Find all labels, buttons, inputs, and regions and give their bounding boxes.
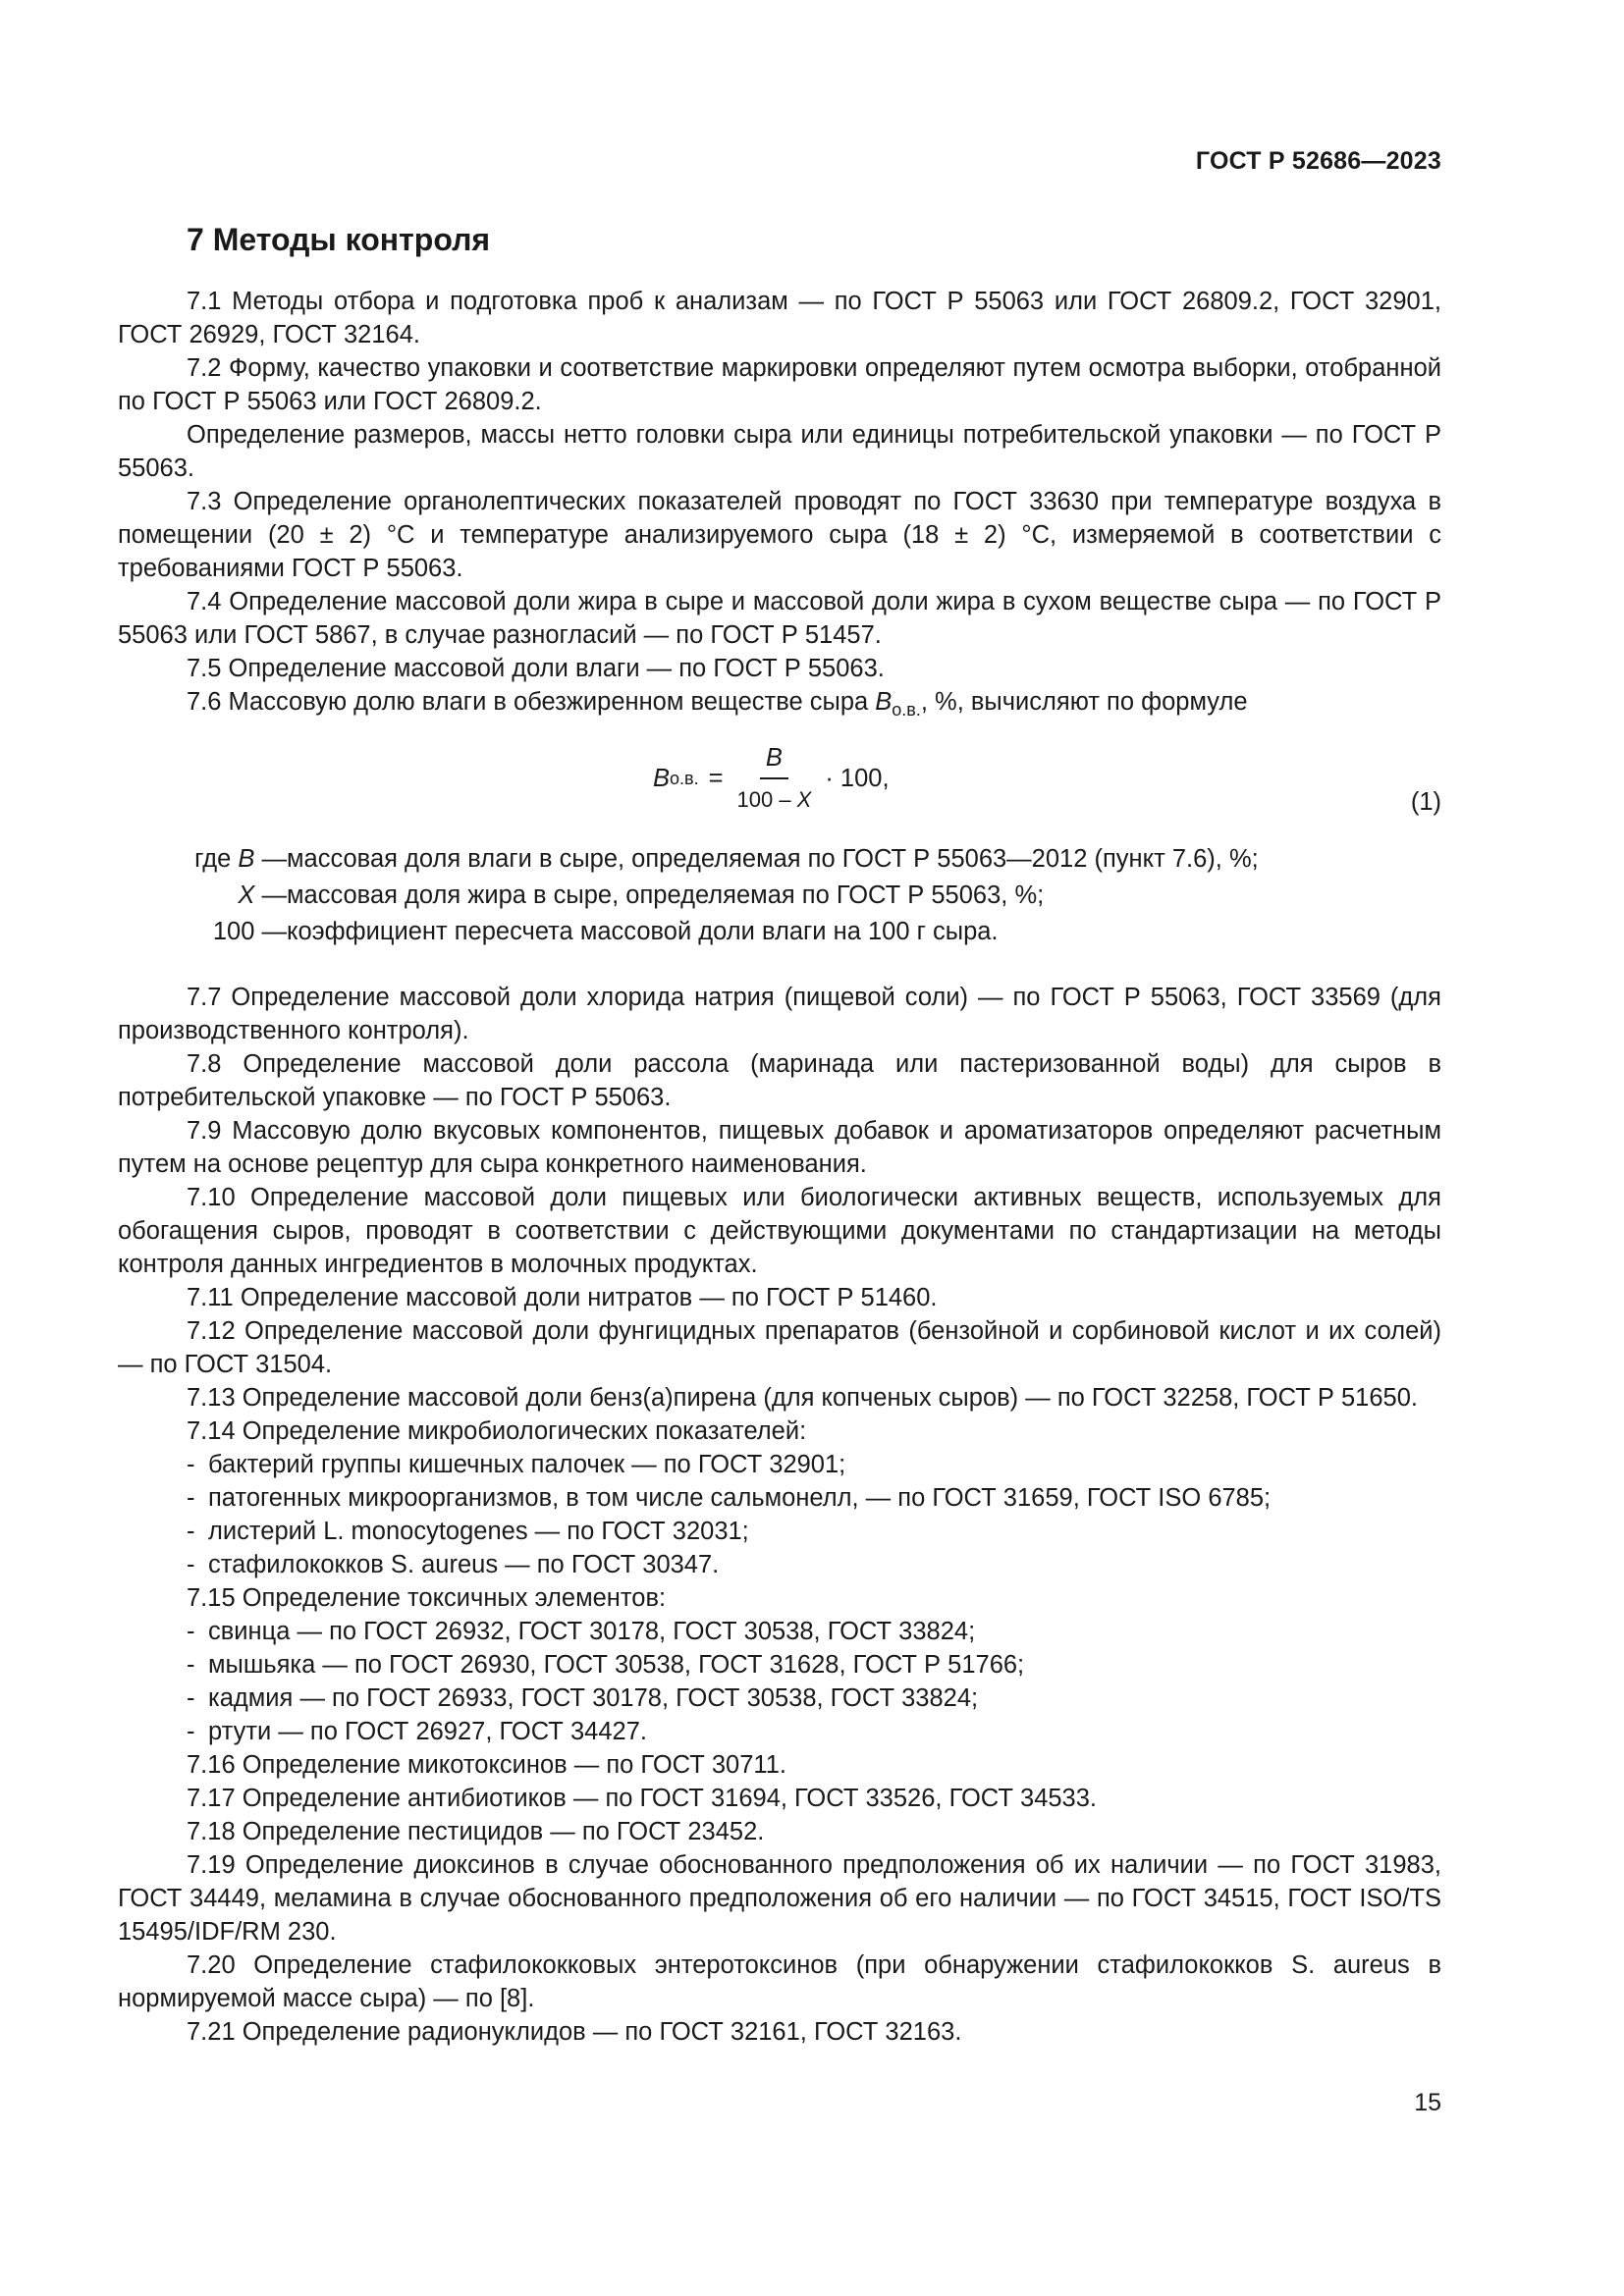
legend-dash: —: [254, 881, 287, 909]
list-dash: -: [187, 1618, 195, 1645]
paragraph-7-18: 7.18 Определение пестицидов — по ГОСТ 23452.: [187, 1818, 765, 1845]
legend-row-x: [118, 879, 1441, 915]
legend-symbol: [238, 879, 287, 912]
paragraph-7-3: 7.3 Определение органолептических показателей проводят по ГОСТ 33630 при температуре воздуха в помещении (20 ± 2) °С и температуре анализируемого сыра (18 ± 2) °С, измеряемой в соответствии с требованиями ГОСТ Р 55063.: [118, 488, 1441, 582]
list-dash: -: [187, 1684, 195, 1712]
paragraph-7-1: 7.1 Методы отбора и подготовка проб к анализам — по ГОСТ Р 55063 или ГОСТ 26809.2, ГОСТ 32901, ГОСТ 26929, ГОСТ 32164.: [118, 288, 1441, 348]
list-dash: -: [187, 1484, 195, 1512]
paragraph-7-20: 7.20 Определение стафилококковых энтеротоксинов (при обнаружении стафилококков S. aureus в нормируемой массе сыра) — по [8].: [118, 1951, 1441, 2012]
paragraph-7-21: 7.21 Определение радионуклидов — по ГОСТ 32161, ГОСТ 32163.: [187, 2018, 962, 2046]
list-dash: -: [187, 1551, 195, 1578]
list-item-text: мышьяка — по ГОСТ 26930, ГОСТ 30538, ГОСТ 31628, ГОСТ Р 51766;: [208, 1651, 1025, 1679]
list-dash: -: [187, 1518, 195, 1545]
paragraph-7-6: [118, 685, 1441, 726]
list-item: [118, 1548, 1441, 1581]
list-item-text: ртути — по ГОСТ 26927, ГОСТ 34427.: [208, 1718, 647, 1745]
formula-legend: [118, 842, 1441, 951]
legend-prefix: где: [194, 845, 239, 873]
list-item-text: патогенных микроорганизмов, в том числе сальмонелл, — по ГОСТ 31659, ГОСТ ISO 6785;: [208, 1484, 1272, 1512]
paragraph-7-6-tail: , %, вычисляют по формуле: [920, 688, 1248, 716]
list-item-text: бактерий группы кишечных палочек — по ГОСТ 32901;: [208, 1451, 846, 1478]
list-item-text: стафилококков S. aureus — по ГОСТ 30347.: [208, 1551, 720, 1578]
paragraph-7-12: 7.12 Определение массовой доли фунгицидных препаратов (бензойной и сорбиновой кислот и их солей) — по ГОСТ 31504.: [118, 1317, 1441, 1378]
formula-lhs-subscript: о.в.: [670, 769, 699, 788]
legend-row-100: [118, 915, 1441, 951]
paragraph-7-14: 7.14 Определение микробиологических показателей:: [187, 1417, 807, 1445]
paragraph-7-11: 7.11 Определение массовой доли нитратов — по ГОСТ Р 51460.: [187, 1284, 938, 1311]
formula-multiplier: · 100,: [825, 765, 890, 792]
list-item: [118, 1615, 1441, 1648]
legend-variable: В: [238, 845, 255, 873]
formula-denominator-constant: 100 –: [736, 786, 797, 812]
paragraph-7-6-subscript: о.в.: [892, 700, 921, 720]
list-item: [118, 1448, 1441, 1481]
list-item: [118, 1481, 1441, 1515]
list-dash: -: [187, 1718, 195, 1745]
paragraph-7-5: 7.5 Определение массовой доли влаги — по ГОСТ Р 55063.: [187, 655, 885, 682]
paragraph-7-15: 7.15 Определение токсичных элементов:: [187, 1584, 667, 1612]
legend-dash: —: [254, 918, 287, 945]
legend-description: коэффициент пересчета массовой доли влаги на 100 г сыра.: [287, 918, 999, 945]
formula: [653, 734, 890, 823]
document-page: [118, 0, 1441, 2296]
list-item-text: свинца — по ГОСТ 26932, ГОСТ 30178, ГОСТ 30538, ГОСТ 33824;: [208, 1618, 976, 1645]
paragraph-7-7: 7.7 Определение массовой доли хлорида натрия (пищевой соли) — по ГОСТ Р 55063, ГОСТ 33569 (для производственного контроля).: [118, 984, 1441, 1044]
list-item-text: листерий L. monocytogenes — по ГОСТ 32031;: [208, 1518, 749, 1545]
formula-block: [118, 730, 1441, 834]
section-body: [118, 285, 1441, 2049]
document-id-header: ГОСТ Р 52686—2023: [1195, 147, 1441, 175]
formula-lhs: В: [653, 765, 671, 792]
list-item: [118, 1648, 1441, 1682]
formula-equals: =: [708, 765, 724, 792]
legend-description: массовая доля жира в сыре, определяемая по ГОСТ Р 55063, %;: [287, 881, 1045, 909]
formula-denominator-variable: Х: [796, 786, 812, 812]
paragraph-7-10: 7.10 Определение массовой доли пищевых или биологически активных веществ, используемых для обогащения сыров, проводят в соответствии с действующими документами по стандартизации на методы контроля данных ингредиентов в молочных продуктах.: [118, 1184, 1441, 1278]
list-item: [118, 1682, 1441, 1715]
list-dash: -: [187, 1651, 195, 1679]
paragraph-7-6-symbol: В: [875, 688, 893, 716]
paragraph-7-17: 7.17 Определение антибиотиков — по ГОСТ 31694, ГОСТ 33526, ГОСТ 34533.: [187, 1785, 1098, 1812]
list-item: [118, 1715, 1441, 1748]
paragraph-7-4: 7.4 Определение массовой доли жира в сыре и массовой доли жира в сухом веществе сыра — по ГОСТ Р 55063 или ГОСТ 5867, в случае разногласий — по ГОСТ Р 51457.: [118, 588, 1441, 649]
paragraph-7-2: 7.2 Форму, качество упаковки и соответствие маркировки определяют путем осмотра выборки, отобранной по ГОСТ Р 55063 или ГОСТ 26809.2.: [118, 354, 1441, 415]
paragraph-7-9: 7.9 Массовую долю вкусовых компонентов, пищевых добавок и ароматизаторов определяют расчетным путем на основе рецептур для сыра конкретного наименования.: [118, 1117, 1441, 1178]
paragraph-7-16: 7.16 Определение микотоксинов — по ГОСТ 30711.: [187, 1751, 786, 1779]
formula-denominator: [731, 779, 818, 817]
legend-variable: 100: [212, 918, 255, 945]
list-item: [118, 1515, 1441, 1548]
legend-description: массовая доля влаги в сыре, определяемая по ГОСТ Р 55063—2012 (пункт 7.6), %;: [287, 845, 1259, 873]
formula-number: (1): [1410, 788, 1441, 816]
paragraph-7-2-sizes: Определение размеров, массы нетто головки сыра или единицы потребительской упаковки — по ГОСТ Р 55063.: [118, 421, 1441, 482]
legend-variable: Х: [238, 881, 255, 909]
paragraph-7-8: 7.8 Определение массовой доли рассола (маринада или пастеризованной воды) для сыров в потребительской упаковке — по ГОСТ Р 55063.: [118, 1050, 1441, 1111]
formula-numerator: В: [760, 741, 788, 779]
list-dash: -: [187, 1451, 195, 1478]
formula-fraction: [731, 741, 818, 817]
paragraph-7-6-text: 7.6 Массовую долю влаги в обезжиренном веществе сыра: [187, 688, 876, 716]
legend-row-b: [118, 842, 1441, 879]
legend-symbol: [213, 915, 287, 948]
legend-symbol: [194, 842, 287, 876]
list-item-text: кадмия — по ГОСТ 26933, ГОСТ 30178, ГОСТ 30538, ГОСТ 33824;: [208, 1684, 979, 1712]
page-number: 15: [1414, 2089, 1441, 2116]
paragraph-7-13: 7.13 Определение массовой доли бенз(а)пирена (для копченых сыров) — по ГОСТ 32258, ГОСТ Р 51650.: [187, 1384, 1418, 1412]
paragraph-7-19: 7.19 Определение диоксинов в случае обоснованного предположения об их наличии — по ГОСТ 31983, ГОСТ 34449, меламина в случае обоснованного предположения об его наличии — по ГОСТ 34515, ГОСТ ISO/TS 15495/IDF/RM 230.: [118, 1851, 1441, 1946]
legend-dash: —: [254, 845, 287, 873]
section-heading: 7 Методы контроля: [187, 222, 491, 257]
